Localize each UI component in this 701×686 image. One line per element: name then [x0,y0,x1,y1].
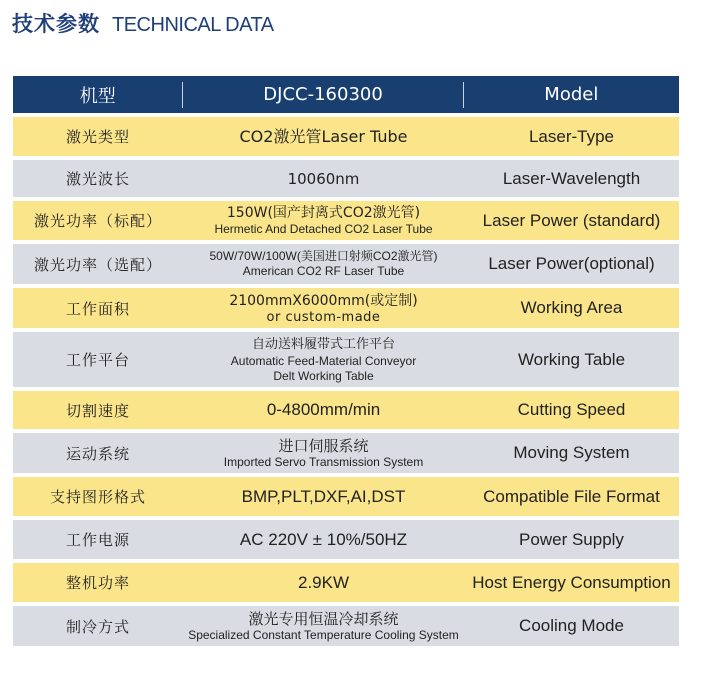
table-row [13,433,679,473]
value-line: or custom-made [266,309,381,325]
page-title [12,8,274,42]
table-row [13,244,679,284]
row-label-cn: 激光功率（标配） [33,212,162,230]
value-line: 50W/70W/100W(美国进口射频CO2激光管) [209,249,438,263]
row-label-en: Working Area [520,298,623,317]
row-label-cn: 运动系统 [65,444,130,463]
header-col-3: Model [544,84,599,105]
value-line: 0-4800mm/min [266,400,381,419]
value-line: Imported Servo Transmission System [223,454,424,469]
header-col-1: 机型 [79,85,116,107]
table-row [13,117,679,156]
row-value [183,606,464,646]
row-label-en: Laser-Type [528,126,615,146]
value-line: Delt Working Table [273,368,374,383]
row-label-cn: 支持图形格式 [49,488,146,506]
value-line: 2100mmX6000mm(或定制) [229,292,418,309]
value-line: BMP,PLT,DXF,AI,DST [241,486,406,506]
value-line: 150W(国产封离式CO2激光管) [226,205,421,221]
table-row [13,563,679,602]
title-en: TECHNICAL DATA [112,14,274,36]
row-value [183,563,464,602]
technical-data-table [13,76,679,650]
row-label-cn: 工作平台 [65,351,130,369]
row-label-en: Cutting Speed [517,400,626,419]
value-line: CO2激光管Laser Tube [239,126,408,146]
row-value [183,244,464,284]
row-value [183,288,464,328]
table-header [13,76,679,113]
row-label-en: Working Table [517,349,626,369]
row-label-cn: 制冷方式 [65,617,130,636]
value-line: 激光专用恒温冷却系统 [248,609,399,628]
row-label-cn: 激光波长 [65,170,130,188]
row-value [183,520,464,559]
value-line: American CO2 RF Laser Tube [242,264,405,278]
table-row [13,201,679,240]
value-line: 进口伺服系统 [278,436,369,455]
table-row [13,477,679,516]
row-label-cn: 整机功率 [65,574,130,592]
table-row [13,160,679,197]
row-label-cn: 切割速度 [65,401,130,420]
table-row [13,520,679,559]
row-value [183,332,464,387]
row-value [183,201,464,240]
table-row [13,288,679,328]
row-label-cn: 激光功率（选配） [33,255,162,274]
row-label-en: Moving System [513,443,630,462]
row-label-en: Laser Power(optional) [488,254,655,273]
value-line: 自动送料履带式工作平台 [251,336,395,352]
value-line: 2.9KW [297,572,350,592]
row-label-en: Laser Power (standard) [482,210,661,230]
row-label-en: Compatible File Format [483,486,660,506]
row-label-en: Power Supply [519,529,624,549]
value-line: Hermetic And Detached CO2 Laser Tube [214,222,433,236]
value-line: AC 220V ± 10%/50HZ [239,529,408,549]
value-line: Automatic Feed-Material Conveyor [230,353,417,368]
row-label-en: Cooling Mode [519,616,624,635]
row-value [183,433,464,473]
row-label-en: Host Energy Consumption [472,572,671,592]
title-cn: 技术参数 [12,12,100,36]
row-label-cn: 工作面积 [65,299,130,318]
row-value [183,117,464,156]
row-label-en: Laser-Wavelength [502,168,641,188]
table-row [13,391,679,429]
table-row [13,606,679,646]
row-label-cn: 工作电源 [65,531,130,549]
table-row [13,332,679,387]
value-line: 10060nm [287,169,360,188]
header-col-2: DJCC-160300 [263,84,383,105]
row-value [183,160,464,197]
value-line: Specialized Constant Temperature Cooling System [188,627,459,642]
row-value [183,391,464,429]
row-label-cn: 激光类型 [65,128,130,146]
row-value [183,477,464,516]
